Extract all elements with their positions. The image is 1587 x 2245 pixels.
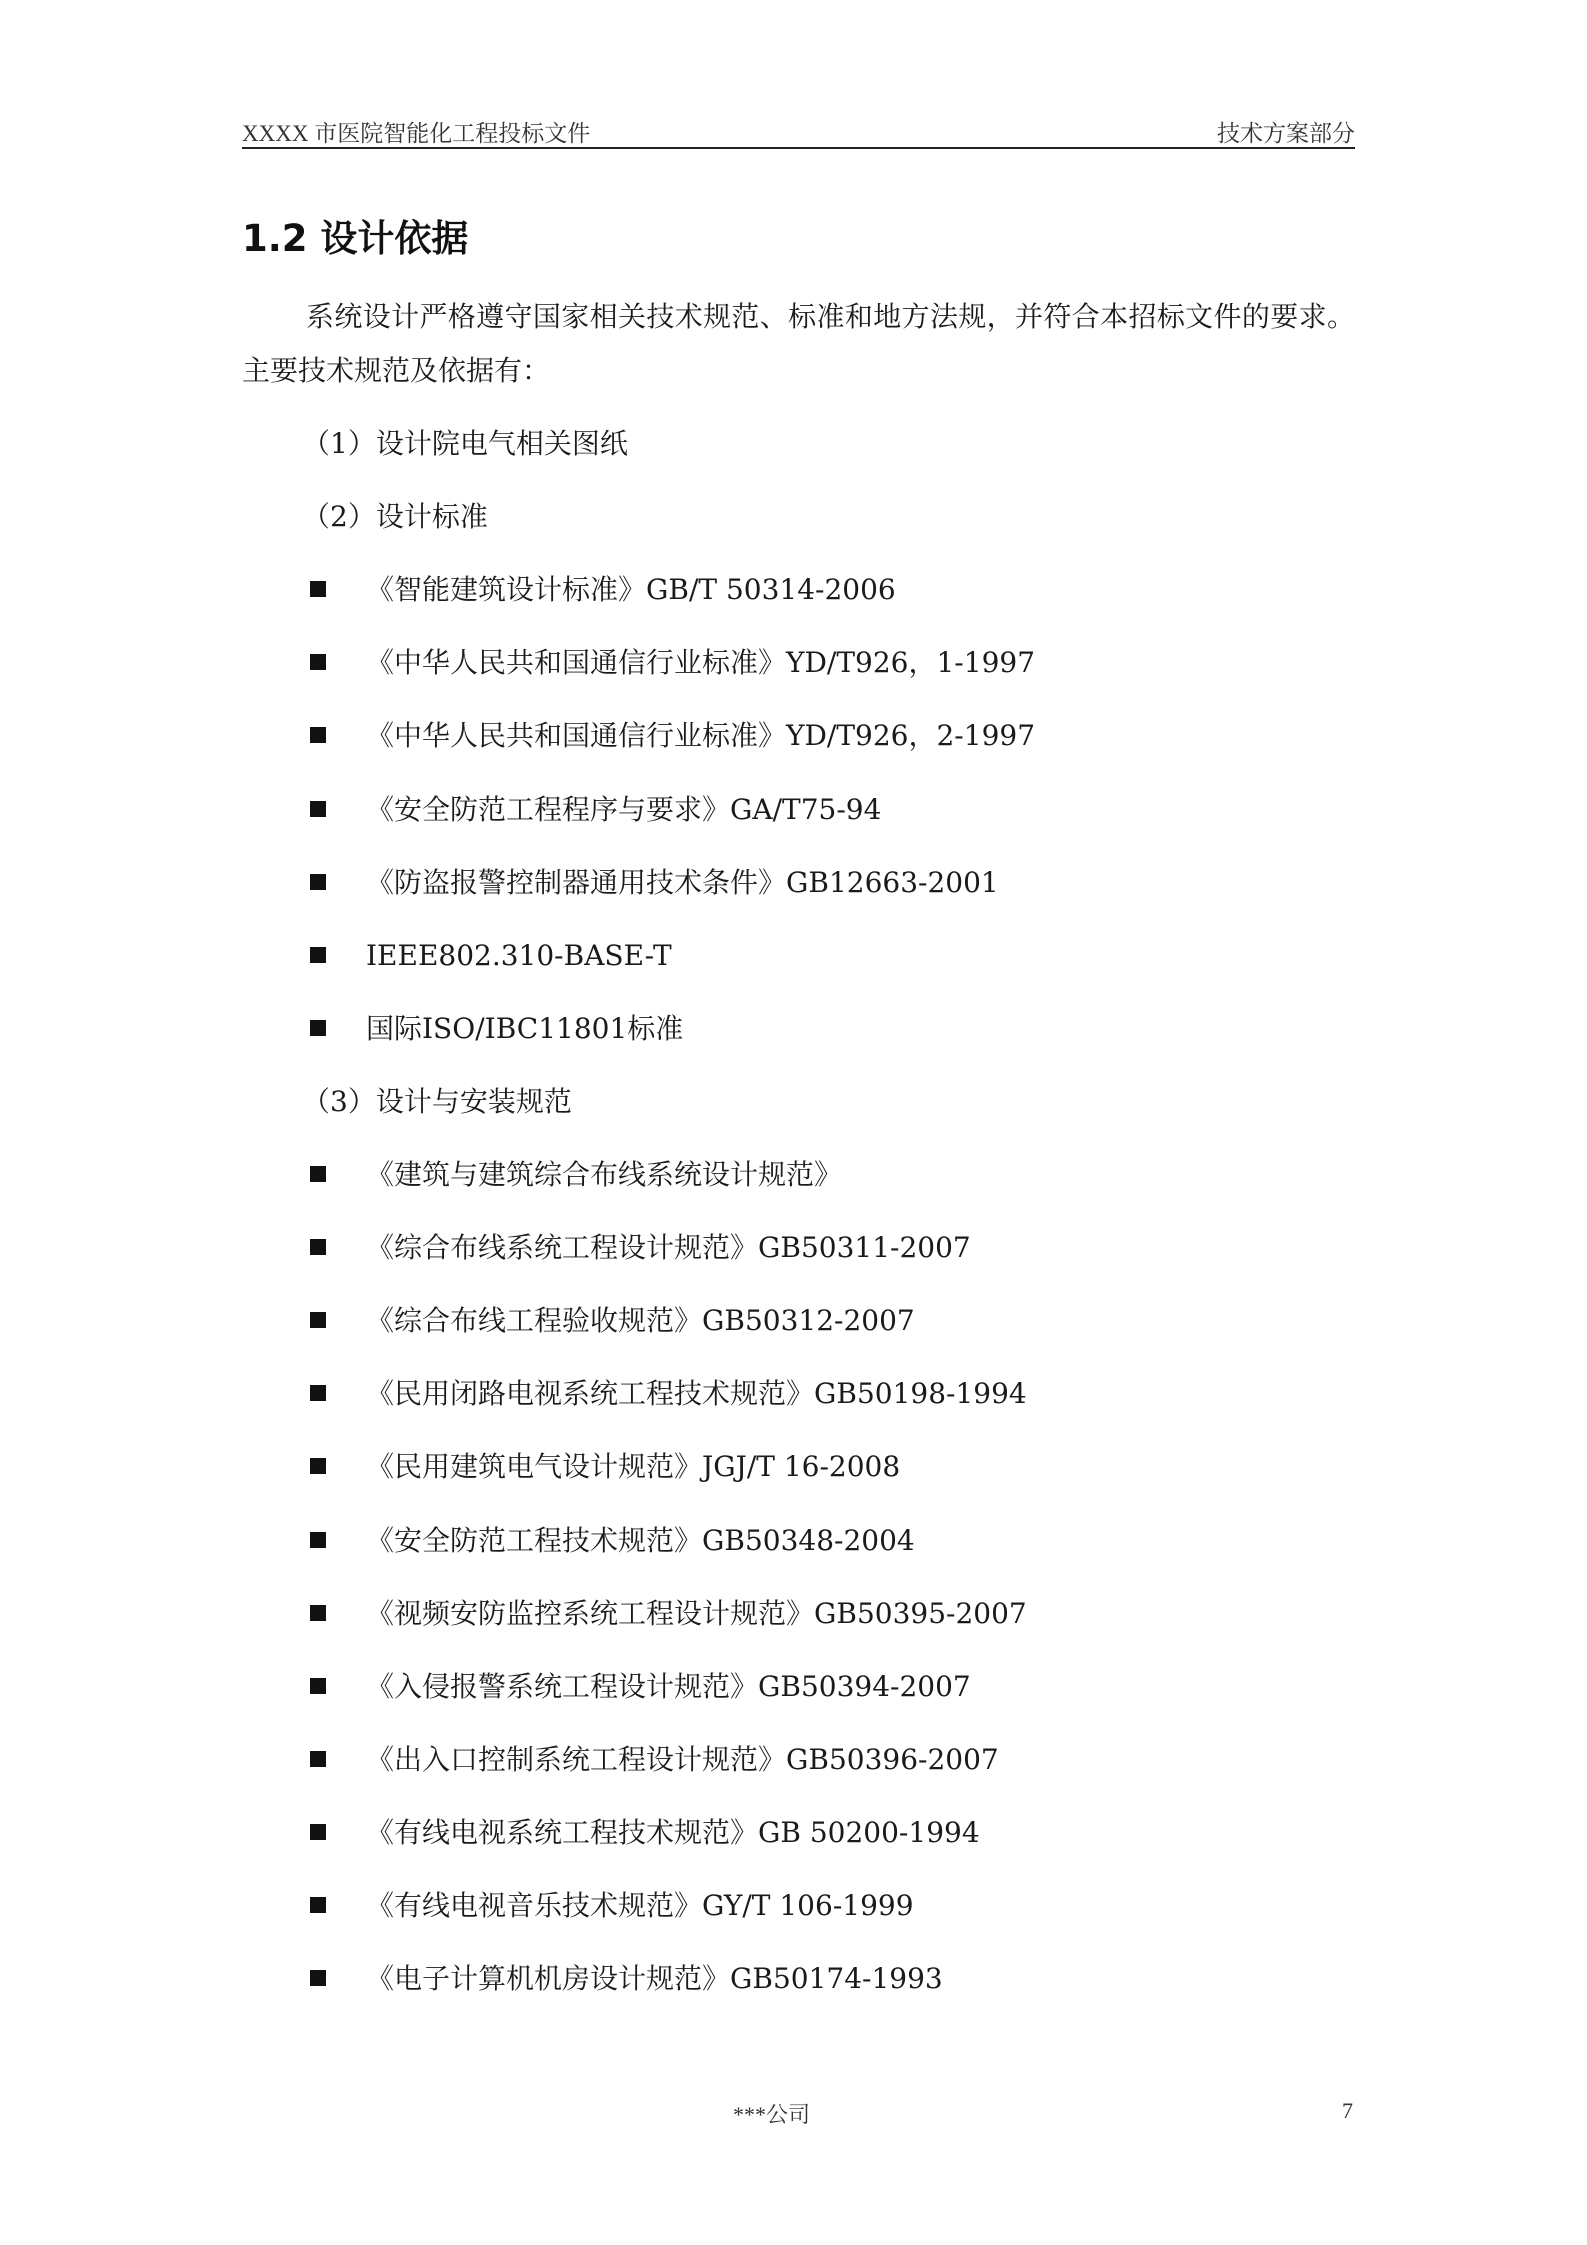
list-item [310,1667,971,1707]
list-item [310,716,1035,756]
list-item [310,1155,842,1195]
list-item [310,790,881,830]
list-item-text: 《民用建筑电气设计规范》JGJ/T 16-2008 [366,1450,901,1484]
list-item-text: IEEE802.310-BASE-T [366,938,672,972]
list-item [310,1594,1027,1634]
list-item [310,1374,1027,1414]
bullet-square-icon [310,874,326,890]
footer-company: ***公司 [733,2102,811,2127]
list-item-text: 国际ISO/IBC11801标准 [366,1011,684,1045]
bullet-square-icon [310,1312,326,1328]
list-item [310,1521,915,1561]
bullet-square-icon [310,1605,326,1621]
header-section-title: 技术方案部分 [1217,121,1355,146]
bullet-square-icon [310,1824,326,1840]
list-item [310,1959,943,1999]
list-item-text: 《民用闭路电视系统工程技术规范》GB50198-1994 [366,1377,1027,1411]
list-item-text: 《综合布线系统工程设计规范》GB50311-2007 [366,1231,971,1265]
bullet-square-icon [310,1532,326,1548]
bullet-square-icon [310,1458,326,1474]
header-document-title: XXXX 市医院智能化工程投标文件 [242,121,591,146]
list-item-text: 《综合布线工程验收规范》GB50312-2007 [366,1304,915,1338]
list-item-text: 《中华人民共和国通信行业标准》YD/T926，1-1997 [366,646,1036,680]
list-item [310,1009,683,1049]
list-item-text: 《入侵报警系统工程设计规范》GB50394-2007 [366,1669,971,1703]
list-item-text: 《智能建筑设计标准》GB/T 50314-2006 [366,573,896,607]
section-title: （3）设计与安装规范 [302,1084,572,1118]
list-item-text: 《有线电视系统工程技术规范》GB 50200-1994 [366,1815,980,1849]
section-heading: 1.2 设计依据 [242,217,469,260]
section-title: （2）设计标准 [302,500,488,534]
bullet-square-icon [310,654,326,670]
list-item-text: 《建筑与建筑综合布线系统设计规范》 [366,1158,843,1191]
bullet-square-icon [310,801,326,817]
bullet-square-icon [310,727,326,743]
list-item-text: 《电子计算机机房设计规范》GB50174-1993 [366,1962,943,1996]
list-item-text: 《有线电视音乐技术规范》GY/T 106-1999 [366,1889,914,1922]
list-item [310,643,1035,683]
bullet-square-icon [310,1897,326,1913]
section-title: （1）设计院电气相关图纸 [302,427,628,460]
bullet-square-icon [310,1970,326,1986]
bullet-square-icon [310,581,326,597]
list-item-text: 《中华人民共和国通信行业标准》YD/T926，2-1997 [366,719,1036,753]
bullet-square-icon [310,947,326,963]
list-item [310,570,896,610]
page-header [242,111,1355,149]
list-item [310,1886,914,1926]
list-item [310,1301,915,1341]
page-number: 7 [1342,2098,1353,2123]
list-item-text: 《视频安防监控系统工程设计规范》GB50395-2007 [366,1596,1027,1630]
list-item [310,1228,971,1268]
bullet-square-icon [310,1751,326,1767]
intro-paragraph: 系统设计严格遵守国家相关技术规范、标准和地方法规，并符合本招标文件的要求。主要技术规范及依据有： [242,300,1355,387]
bullet-square-icon [310,1239,326,1255]
bullet-square-icon [310,1385,326,1401]
list-item [310,936,672,976]
bullet-square-icon [310,1020,326,1036]
list-item [310,1740,999,1780]
list-item [310,1447,900,1487]
bullet-square-icon [310,1166,326,1182]
list-item-text: 《安全防范工程技术规范》GB50348-2004 [366,1523,915,1557]
list-item-text: 《安全防范工程程序与要求》GA/T75-94 [366,792,882,826]
list-item-text: 《出入口控制系统工程设计规范》GB50396-2007 [366,1742,999,1776]
bullet-square-icon [310,1678,326,1694]
list-item-text: 《防盗报警控制器通用技术条件》GB12663-2001 [366,865,999,899]
list-item [310,863,999,903]
list-item [310,1813,980,1853]
